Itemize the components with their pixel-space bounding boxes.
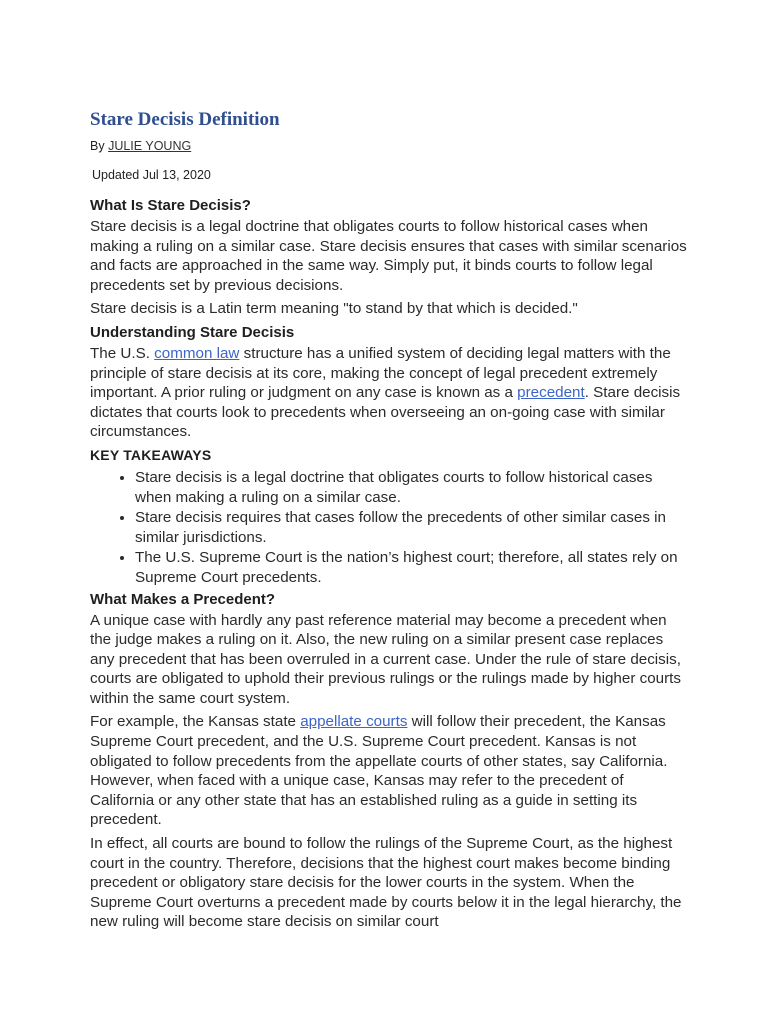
common-law-link[interactable]: common law <box>154 344 240 362</box>
text-span: will follow their precedent, the Kansas Supreme Court precedent, and the U.S. Supreme Court precedent. Kansas is not obligated to follow precedents from the appellate courts of other states, say California. However, when faced with a unique case, Kansas may refer to the precedent of California or any other state that has an established ruling as a guide in setting its precedent. <box>90 713 668 829</box>
heading-understanding: Understanding Stare Decisis <box>90 323 295 341</box>
paragraph <box>90 344 690 442</box>
article-title: Stare Decisis Definition <box>90 109 280 130</box>
precedent-link[interactable]: precedent <box>517 384 585 402</box>
text-span: For example, the Kansas state <box>90 713 301 731</box>
updated-date: Updated Jul 13, 2020 <box>92 168 211 182</box>
paragraph: A unique case with hardly any past reference material may become a precedent when the judge makes a ruling on it. Also, the new ruling on a similar present case replaces any precedent that has been overruled in a current case. Under the rule of stare decisis, courts are obligated to uphold their previous rulings or the rulings made by higher courts within the same court system. <box>90 611 681 707</box>
list-item: • Stare decisis is a legal doctrine that obligates courts to follow historical cases when making a ruling on a similar case. <box>135 468 690 507</box>
paragraph: Stare decisis is a Latin term meaning "to stand by that which is decided." <box>90 300 578 318</box>
key-takeaways-list <box>90 468 690 588</box>
byline <box>90 138 690 154</box>
list-item: • The U.S. Supreme Court is the nation’s highest court; therefore, all states rely on Supreme Court precedents. <box>135 548 690 587</box>
text-span: . Stare decisis dictates that courts look to precedents when overseeing an on-going case with similar circumstances. <box>90 384 681 441</box>
paragraph: Stare decisis is a legal doctrine that obligates courts to follow historical cases when making a ruling on a similar case. Stare decisis ensures that cases with similar scenarios and facts are approached in the same way. Simply put, it binds courts to follow legal precedents set by previous decisions. <box>90 218 687 294</box>
heading-precedent: What Makes a Precedent? <box>90 590 276 608</box>
list-item: • Stare decisis requires that cases follow the precedents of other similar cases in similar jurisdictions. <box>135 508 690 547</box>
paragraph <box>90 712 690 830</box>
heading-what-is: What Is Stare Decisis? <box>90 197 251 214</box>
article <box>90 108 690 936</box>
byline-prefix: By <box>90 139 105 153</box>
paragraph: In effect, all courts are bound to follow the rulings of the Supreme Court, as the highest court in the country. Therefore, decisions that the highest court makes become binding precedent or obligatory stare decisis for the lower courts in the system. When the Supreme Court overturns a precedent made by courts below it in the legal hierarchy, the new ruling will become stare decisis on similar court <box>90 835 682 931</box>
text-span: structure has a unified system of deciding legal matters with the principle of stare decisis at its core, making the concept of legal precedent extremely important. A prior ruling or judgment on any case is known as a <box>90 344 671 402</box>
text-span: The U.S. <box>90 344 155 362</box>
author-link[interactable]: JULIE YOUNG <box>108 139 192 153</box>
appellate-courts-link[interactable]: appellate courts <box>300 713 408 731</box>
key-takeaways-heading: KEY TAKEAWAYS <box>90 446 212 463</box>
